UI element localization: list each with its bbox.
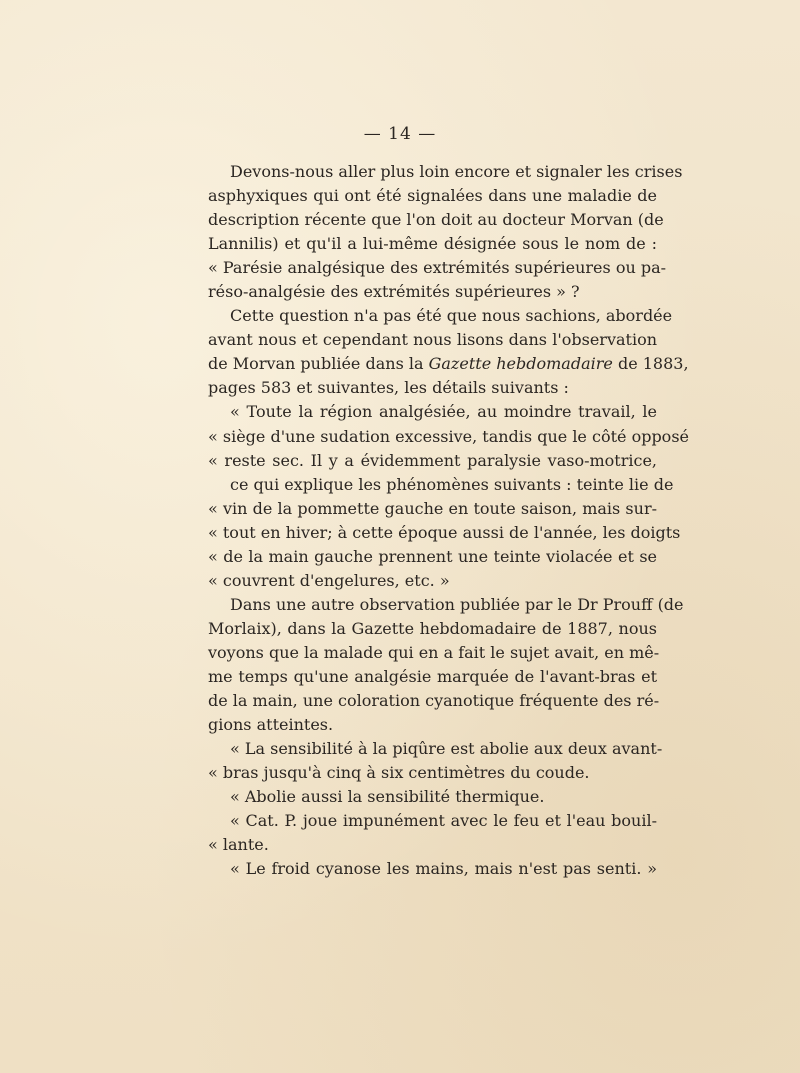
text-line: ce qui explique les phénomènes suivants : teinte lie de <box>230 474 674 494</box>
text-line: « lante. <box>208 835 269 855</box>
text-line: « Le froid cyanose les mains, mais n'est pas senti. » <box>230 859 657 879</box>
text-line <box>208 352 689 376</box>
text-line: réso-analgésie des extrémités supérieures » ? <box>208 282 580 302</box>
text-line: Morlaix), dans la Gazette hebdomadaire de 1887, nous <box>208 618 657 638</box>
text-line: Dans une autre observation publiée par le Dr Prouff (de <box>230 594 684 614</box>
text-line: gions atteintes. <box>208 715 334 735</box>
text-line: pages 583 et suivantes, les détails suivants : <box>208 378 569 398</box>
body-text <box>208 160 689 881</box>
text-line: asphyxiques qui ont été signalées dans une maladie de <box>208 186 657 206</box>
text-line: « bras jusqu'à cinq à six centimètres du coude. <box>208 763 590 783</box>
text-line: « vin de la pommette gauche en toute saison, mais sur- <box>208 498 657 518</box>
text-line: avant nous et cependant nous lisons dans l'observation <box>208 330 657 350</box>
text-line: description récente que l'on doit au docteur Morvan (de <box>208 210 664 230</box>
text-line: Lannilis) et qu'il a lui-même désignée sous le nom de : <box>208 234 657 254</box>
text-segment: de Morvan publiée dans la <box>208 354 429 374</box>
page-number: — 14 — <box>363 124 437 144</box>
text-line: « Toute la région analgésiée, au moindre travail, le <box>230 402 657 422</box>
text-line: voyons que la malade qui en a fait le sujet avait, en mê- <box>208 642 660 662</box>
text-line: Devons-nous aller plus loin encore et signaler les crises <box>230 162 683 181</box>
text-line: me temps qu'une analgésie marquée de l'avant-bras et <box>208 666 657 686</box>
text-line: « Abolie aussi la sensibilité thermique. <box>230 787 545 807</box>
text-line: « Parésie analgésique des extrémités supérieures ou pa- <box>208 258 667 278</box>
text-line: Cette question n'a pas été que nous sachions, abordée <box>230 306 673 326</box>
text-line: « siège d'une sudation excessive, tandis que le côté opposé <box>208 426 689 446</box>
text-line: « Cat. P. joue impunément avec le feu et l'eau bouil- <box>230 811 657 831</box>
text-line: « couvrent d'engelures, etc. » <box>208 570 450 590</box>
text-line: « de la main gauche prennent une teinte violacée et se <box>208 546 657 566</box>
text-line: « tout en hiver; à cette époque aussi de l'année, les doigts <box>208 522 681 542</box>
text-line: « La sensibilité à la piqûre est abolie aux deux avant- <box>230 739 663 759</box>
text-line: « reste sec. Il y a évidemment paralysie vaso-motrice, <box>208 450 657 470</box>
text-line: de la main, une coloration cyanotique fréquente des ré- <box>208 691 660 711</box>
journal-title-italic: Gazette hebdomadaire <box>428 354 613 374</box>
text-segment: de 1883, <box>612 354 689 374</box>
